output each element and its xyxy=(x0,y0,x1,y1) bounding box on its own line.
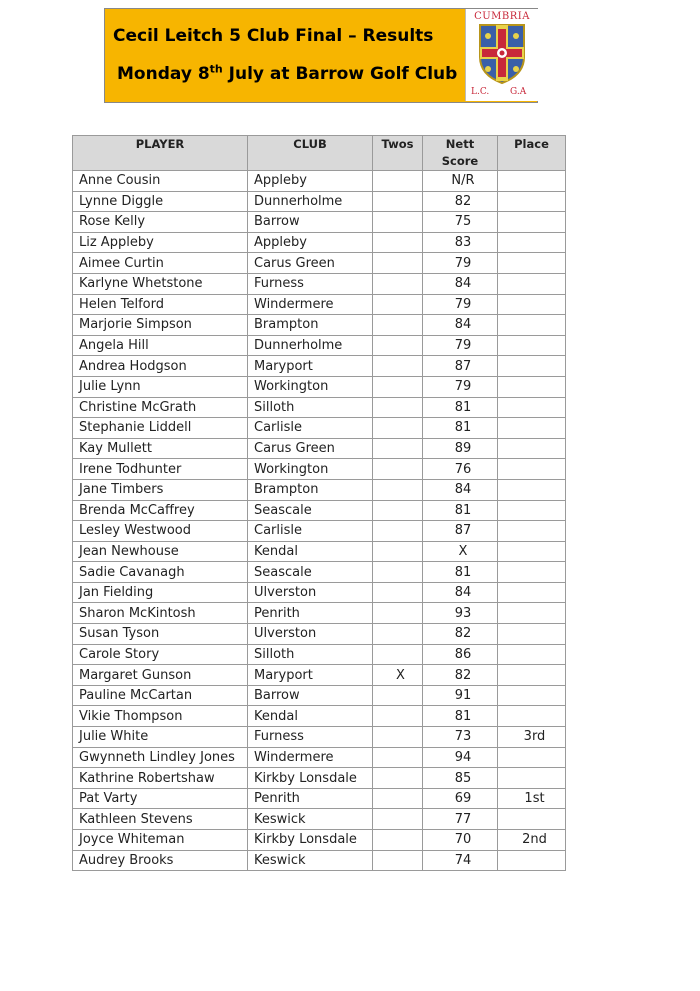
place-cell xyxy=(498,273,566,294)
nett-score-cell: 76 xyxy=(423,459,498,480)
nett-score-cell: 70 xyxy=(423,830,498,851)
table-row xyxy=(73,273,566,294)
table-row xyxy=(73,685,566,706)
twos-cell xyxy=(373,376,423,397)
nett-score-cell: 85 xyxy=(423,768,498,789)
twos-cell xyxy=(373,727,423,748)
table-row xyxy=(73,541,566,562)
place-cell xyxy=(498,521,566,542)
event-date-venue xyxy=(117,64,457,84)
table-row xyxy=(73,747,566,768)
twos-cell xyxy=(373,418,423,439)
table-row xyxy=(73,479,566,500)
club-cell: Dunnerholme xyxy=(248,335,373,356)
nett-score-cell: 87 xyxy=(423,521,498,542)
club-cell: Kendal xyxy=(248,706,373,727)
twos-cell xyxy=(373,397,423,418)
twos-cell xyxy=(373,273,423,294)
table-row xyxy=(73,500,566,521)
nett-score-cell: 79 xyxy=(423,253,498,274)
nett-score-cell: 81 xyxy=(423,706,498,727)
club-cell: Seascale xyxy=(248,500,373,521)
club-cell: Maryport xyxy=(248,356,373,377)
table-row xyxy=(73,376,566,397)
date-suffix: th xyxy=(209,62,223,76)
player-cell: Aimee Curtin xyxy=(73,253,248,274)
club-cell: Carlisle xyxy=(248,418,373,439)
nett-score-cell: 75 xyxy=(423,212,498,233)
nett-score-cell: 91 xyxy=(423,685,498,706)
table-row xyxy=(73,603,566,624)
nett-score-cell: 87 xyxy=(423,356,498,377)
twos-cell xyxy=(373,747,423,768)
nett-score-cell: 77 xyxy=(423,809,498,830)
club-cell: Carlisle xyxy=(248,521,373,542)
twos-cell xyxy=(373,541,423,562)
player-cell: Rose Kelly xyxy=(73,212,248,233)
column-header-nett-score xyxy=(423,136,498,171)
player-cell: Karlyne Whetstone xyxy=(73,273,248,294)
nett-score-cell: 84 xyxy=(423,479,498,500)
player-cell: Margaret Gunson xyxy=(73,665,248,686)
player-cell: Jean Newhouse xyxy=(73,541,248,562)
table-row xyxy=(73,665,566,686)
logo-bottom-left: L.C. xyxy=(471,87,490,97)
player-cell: Julie White xyxy=(73,727,248,748)
table-row xyxy=(73,232,566,253)
nett-score-cell: 84 xyxy=(423,582,498,603)
table-row xyxy=(73,335,566,356)
twos-cell xyxy=(373,582,423,603)
place-cell xyxy=(498,850,566,871)
logo-top-text: CUMBRIA xyxy=(474,11,530,22)
club-cell: Maryport xyxy=(248,665,373,686)
nett-score-cell: 74 xyxy=(423,850,498,871)
place-cell xyxy=(498,768,566,789)
twos-cell xyxy=(373,788,423,809)
twos-cell xyxy=(373,603,423,624)
place-cell xyxy=(498,294,566,315)
club-cell: Ulverston xyxy=(248,624,373,645)
nett-score-cell: 81 xyxy=(423,562,498,583)
table-row xyxy=(73,768,566,789)
table-row xyxy=(73,459,566,480)
table-row xyxy=(73,727,566,748)
place-cell xyxy=(498,582,566,603)
place-cell xyxy=(498,747,566,768)
results-table xyxy=(72,135,566,871)
twos-cell xyxy=(373,809,423,830)
nett-score-cell: 81 xyxy=(423,500,498,521)
twos-cell: X xyxy=(373,665,423,686)
place-cell xyxy=(498,706,566,727)
cumbria-lcga-logo xyxy=(465,9,538,101)
nett-score-cell: 83 xyxy=(423,232,498,253)
shield-icon xyxy=(478,23,526,85)
player-cell: Kathrine Robertshaw xyxy=(73,768,248,789)
table-row xyxy=(73,438,566,459)
player-cell: Irene Todhunter xyxy=(73,459,248,480)
twos-cell xyxy=(373,706,423,727)
player-cell: Liz Appleby xyxy=(73,232,248,253)
player-cell: Andrea Hodgson xyxy=(73,356,248,377)
nett-score-cell: 81 xyxy=(423,397,498,418)
player-cell: Anne Cousin xyxy=(73,171,248,192)
club-cell: Kirkby Lonsdale xyxy=(248,830,373,851)
player-cell: Jan Fielding xyxy=(73,582,248,603)
twos-cell xyxy=(373,830,423,851)
nett-score-cell: 79 xyxy=(423,294,498,315)
logo-bottom-right: G.A xyxy=(510,87,527,97)
club-cell: Seascale xyxy=(248,562,373,583)
nett-score-cell: 93 xyxy=(423,603,498,624)
place-cell xyxy=(498,809,566,830)
club-cell: Silloth xyxy=(248,644,373,665)
club-cell: Furness xyxy=(248,273,373,294)
player-cell: Kathleen Stevens xyxy=(73,809,248,830)
club-cell: Barrow xyxy=(248,212,373,233)
results-body xyxy=(73,171,566,871)
column-header-twos: Twos xyxy=(373,136,423,171)
club-cell: Carus Green xyxy=(248,253,373,274)
club-cell: Workington xyxy=(248,376,373,397)
club-cell: Appleby xyxy=(248,171,373,192)
club-cell: Dunnerholme xyxy=(248,191,373,212)
club-cell: Keswick xyxy=(248,809,373,830)
player-cell: Pauline McCartan xyxy=(73,685,248,706)
place-cell xyxy=(498,171,566,192)
twos-cell xyxy=(373,171,423,192)
player-cell: Angela Hill xyxy=(73,335,248,356)
date-prefix: Monday 8 xyxy=(117,64,210,84)
twos-cell xyxy=(373,335,423,356)
place-cell: 2nd xyxy=(498,830,566,851)
nett-score-cell: 84 xyxy=(423,273,498,294)
player-cell: Kay Mullett xyxy=(73,438,248,459)
twos-cell xyxy=(373,294,423,315)
club-cell: Ulverston xyxy=(248,582,373,603)
nett-score-cell: 94 xyxy=(423,747,498,768)
place-cell xyxy=(498,376,566,397)
table-row xyxy=(73,521,566,542)
player-cell: Sharon McKintosh xyxy=(73,603,248,624)
table-row xyxy=(73,562,566,583)
club-cell: Brampton xyxy=(248,315,373,336)
nett-score-cell: N/R xyxy=(423,171,498,192)
player-cell: Carole Story xyxy=(73,644,248,665)
player-cell: Jane Timbers xyxy=(73,479,248,500)
place-cell xyxy=(498,191,566,212)
twos-cell xyxy=(373,212,423,233)
twos-cell xyxy=(373,624,423,645)
club-cell: Workington xyxy=(248,459,373,480)
place-cell xyxy=(498,459,566,480)
twos-cell xyxy=(373,438,423,459)
twos-cell xyxy=(373,191,423,212)
place-cell xyxy=(498,665,566,686)
place-cell xyxy=(498,624,566,645)
club-cell: Kirkby Lonsdale xyxy=(248,768,373,789)
place-cell xyxy=(498,541,566,562)
club-cell: Windermere xyxy=(248,294,373,315)
table-row xyxy=(73,809,566,830)
twos-cell xyxy=(373,850,423,871)
place-cell xyxy=(498,212,566,233)
place-cell xyxy=(498,644,566,665)
twos-cell xyxy=(373,500,423,521)
nett-score-cell: 82 xyxy=(423,624,498,645)
table-row xyxy=(73,356,566,377)
club-cell: Barrow xyxy=(248,685,373,706)
nett-score-cell: 82 xyxy=(423,191,498,212)
place-cell xyxy=(498,685,566,706)
twos-cell xyxy=(373,685,423,706)
nett-score-cell: 82 xyxy=(423,665,498,686)
place-cell xyxy=(498,418,566,439)
table-row xyxy=(73,830,566,851)
player-cell: Lesley Westwood xyxy=(73,521,248,542)
twos-cell xyxy=(373,768,423,789)
table-row xyxy=(73,294,566,315)
twos-cell xyxy=(373,644,423,665)
player-cell: Gwynneth Lindley Jones xyxy=(73,747,248,768)
twos-cell xyxy=(373,459,423,480)
place-cell xyxy=(498,397,566,418)
player-cell: Stephanie Liddell xyxy=(73,418,248,439)
column-header-place: Place xyxy=(498,136,566,171)
table-row xyxy=(73,850,566,871)
table-row xyxy=(73,788,566,809)
player-cell: Susan Tyson xyxy=(73,624,248,645)
place-cell xyxy=(498,356,566,377)
column-header-club: CLUB xyxy=(248,136,373,171)
table-row xyxy=(73,191,566,212)
place-cell xyxy=(498,562,566,583)
nett-score-cell: 84 xyxy=(423,315,498,336)
nett-score-cell: 79 xyxy=(423,376,498,397)
player-cell: Vikie Thompson xyxy=(73,706,248,727)
nett-score-cell: X xyxy=(423,541,498,562)
club-cell: Carus Green xyxy=(248,438,373,459)
place-cell xyxy=(498,232,566,253)
player-cell: Julie Lynn xyxy=(73,376,248,397)
place-cell xyxy=(498,253,566,274)
table-row xyxy=(73,253,566,274)
club-cell: Silloth xyxy=(248,397,373,418)
table-row xyxy=(73,644,566,665)
twos-cell xyxy=(373,356,423,377)
club-cell: Penrith xyxy=(248,603,373,624)
club-cell: Appleby xyxy=(248,232,373,253)
place-cell xyxy=(498,500,566,521)
twos-cell xyxy=(373,562,423,583)
club-cell: Keswick xyxy=(248,850,373,871)
nett-score-cell: 69 xyxy=(423,788,498,809)
column-header-player: PLAYER xyxy=(73,136,248,171)
player-cell: Audrey Brooks xyxy=(73,850,248,871)
place-cell xyxy=(498,335,566,356)
column-header-nett-score-text: Nett Score xyxy=(441,137,479,168)
player-cell: Joyce Whiteman xyxy=(73,830,248,851)
table-row xyxy=(73,706,566,727)
player-cell: Pat Varty xyxy=(73,788,248,809)
table-row xyxy=(73,171,566,192)
place-cell xyxy=(498,315,566,336)
nett-score-cell: 81 xyxy=(423,418,498,439)
place-cell: 3rd xyxy=(498,727,566,748)
twos-cell xyxy=(373,253,423,274)
player-cell: Helen Telford xyxy=(73,294,248,315)
table-row xyxy=(73,624,566,645)
twos-cell xyxy=(373,521,423,542)
nett-score-cell: 89 xyxy=(423,438,498,459)
twos-cell xyxy=(373,315,423,336)
club-cell: Furness xyxy=(248,727,373,748)
table-row xyxy=(73,582,566,603)
club-cell: Kendal xyxy=(248,541,373,562)
table-header-row xyxy=(73,136,566,171)
club-cell: Penrith xyxy=(248,788,373,809)
place-cell xyxy=(498,603,566,624)
player-cell: Lynne Diggle xyxy=(73,191,248,212)
player-cell: Marjorie Simpson xyxy=(73,315,248,336)
nett-score-cell: 73 xyxy=(423,727,498,748)
player-cell: Christine McGrath xyxy=(73,397,248,418)
date-venue: July at Barrow Golf Club xyxy=(222,64,458,84)
club-cell: Windermere xyxy=(248,747,373,768)
player-cell: Sadie Cavanagh xyxy=(73,562,248,583)
nett-score-cell: 79 xyxy=(423,335,498,356)
table-row xyxy=(73,315,566,336)
twos-cell xyxy=(373,479,423,500)
table-row xyxy=(73,397,566,418)
nett-score-cell: 86 xyxy=(423,644,498,665)
place-cell: 1st xyxy=(498,788,566,809)
place-cell xyxy=(498,438,566,459)
table-row xyxy=(73,212,566,233)
table-row xyxy=(73,418,566,439)
place-cell xyxy=(498,479,566,500)
page-title: Cecil Leitch 5 Club Final – Results xyxy=(113,26,434,46)
player-cell: Brenda McCaffrey xyxy=(73,500,248,521)
club-cell: Brampton xyxy=(248,479,373,500)
twos-cell xyxy=(373,232,423,253)
